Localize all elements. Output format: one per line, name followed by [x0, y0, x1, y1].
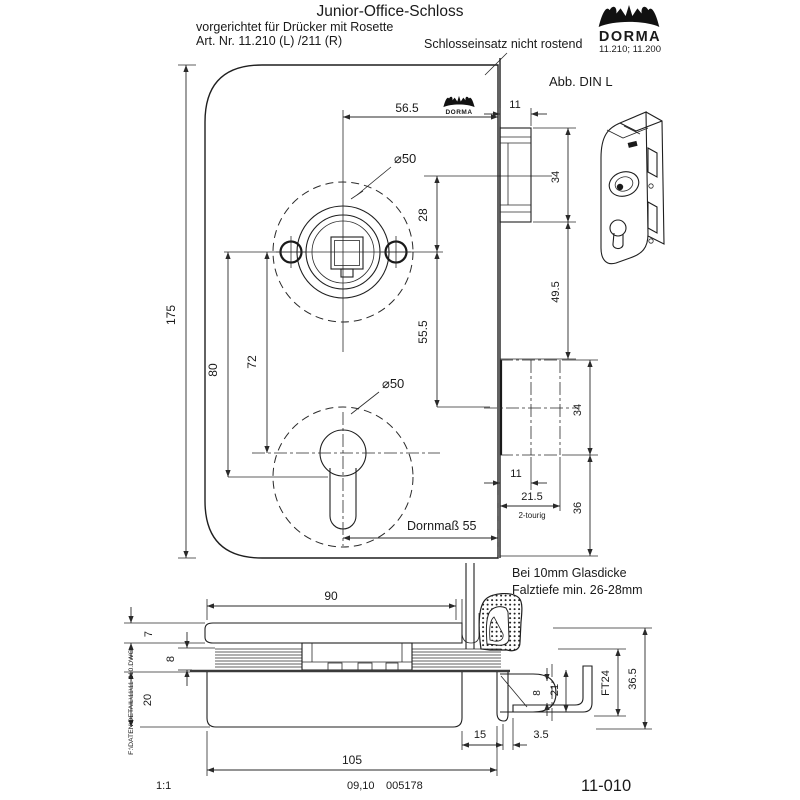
article-number: Art. Nr. 11.210 (L) /211 (R)	[196, 34, 343, 48]
scale-label: 1:1	[156, 780, 172, 792]
dim-throw2-label: 21.5	[521, 491, 543, 503]
crown-stamp-icon	[443, 96, 474, 107]
dim-case-gap-label: 49.5	[550, 281, 562, 303]
brand-name: DORMA	[598, 29, 662, 45]
figure-label: Abb. DIN L	[549, 74, 613, 89]
dim-bottom-offset-label: 36	[572, 501, 584, 515]
crown-icon	[599, 5, 660, 27]
brand-logo	[599, 5, 661, 55]
dim-dornmass-label: Dornmaß 55	[407, 519, 477, 533]
dim-case-length-label: 105	[341, 753, 363, 767]
dim-strike-height-label: 21	[549, 683, 561, 697]
glass-hatch-right	[412, 649, 501, 667]
dia-top-label: ⌀50	[394, 151, 417, 166]
brand-stamp-label: DORMA	[445, 109, 473, 116]
dim-falz-depth-label: FT24	[600, 670, 612, 696]
break-mark	[485, 53, 507, 75]
dim-bolt-height-label: 34	[572, 403, 584, 417]
page-title: Junior-Office-Schloss	[316, 3, 464, 20]
glass-edge-vertical	[466, 563, 474, 649]
dim-strike-offset-label: 15	[473, 729, 487, 741]
glazing-gasket	[479, 594, 522, 651]
spindle-square-hole	[331, 237, 363, 269]
file-path-label: F:\DATEN\DETAIL\11\11-010.DWG	[128, 649, 135, 755]
dim-backset-top-label: 56.5	[395, 101, 419, 115]
mechanism-section	[302, 643, 412, 670]
screw-hole-left	[276, 236, 306, 268]
drawing-number-label: 11-010	[581, 777, 632, 795]
glass-hatch-left	[215, 649, 302, 667]
cover-plate	[205, 623, 462, 643]
dia-bottom-label: ⌀50	[382, 376, 405, 391]
handle-rosette	[224, 110, 443, 352]
material-note: Schlosseinsatz nicht rostend	[424, 37, 583, 51]
dim-cover-thickness-label: 7	[143, 630, 155, 638]
latch-case-block	[500, 128, 531, 222]
glass-note-line2: Falztiefe min. 26-28mm	[512, 583, 643, 597]
lock-plate-outline	[205, 65, 498, 558]
dim-bolt-offset-label: 55.5	[416, 320, 430, 344]
screw-hole-right	[381, 236, 411, 268]
iso-deadbolt	[648, 202, 657, 233]
dim-gap-label: 3.5	[533, 729, 549, 741]
strike-plate-section	[497, 672, 508, 721]
brand-stamp	[443, 96, 474, 116]
dim-centers-outer-label: 80	[206, 363, 220, 377]
order-number-label: 005178	[386, 780, 423, 792]
dim-spindle-offset-label: 28	[416, 208, 430, 222]
dim-height-label: 175	[164, 304, 178, 326]
iso-latch	[648, 148, 657, 177]
glass-note-line1: Bei 10mm Glasdicke	[512, 566, 627, 580]
dim-centers-label: 72	[245, 355, 259, 369]
subtitle: vorgerichtet für Drücker mit Rosette	[196, 20, 394, 34]
dim-total-depth-label: 36.5	[627, 668, 639, 690]
lock-case-section	[207, 672, 462, 727]
iso-brand-mark	[628, 141, 638, 148]
throw-note-label: 2-tourig	[518, 511, 546, 520]
lock-isometric-illustration	[601, 112, 664, 264]
dim-throw1-label: 11	[510, 468, 522, 480]
dim-latch-case-height-label: 34	[550, 170, 562, 184]
dim-cover-width-label: 90	[324, 589, 338, 603]
iso-spindle-hole	[617, 184, 623, 190]
front-view	[164, 53, 552, 558]
iso-cylinder-hole	[610, 220, 626, 249]
section-view	[124, 563, 652, 776]
dim-glass-thickness-label: 8	[165, 655, 177, 663]
date-label: 09,10	[347, 780, 375, 792]
spring-clip	[462, 599, 479, 643]
side-view	[484, 58, 598, 558]
dim-faceplate-width-label: 11	[509, 99, 521, 111]
header	[196, 3, 661, 89]
brand-models: 11.210; 11.200	[599, 44, 661, 55]
dim-latch-thickness-label: 8	[532, 690, 543, 696]
dim-case-depth-label: 20	[142, 693, 154, 707]
